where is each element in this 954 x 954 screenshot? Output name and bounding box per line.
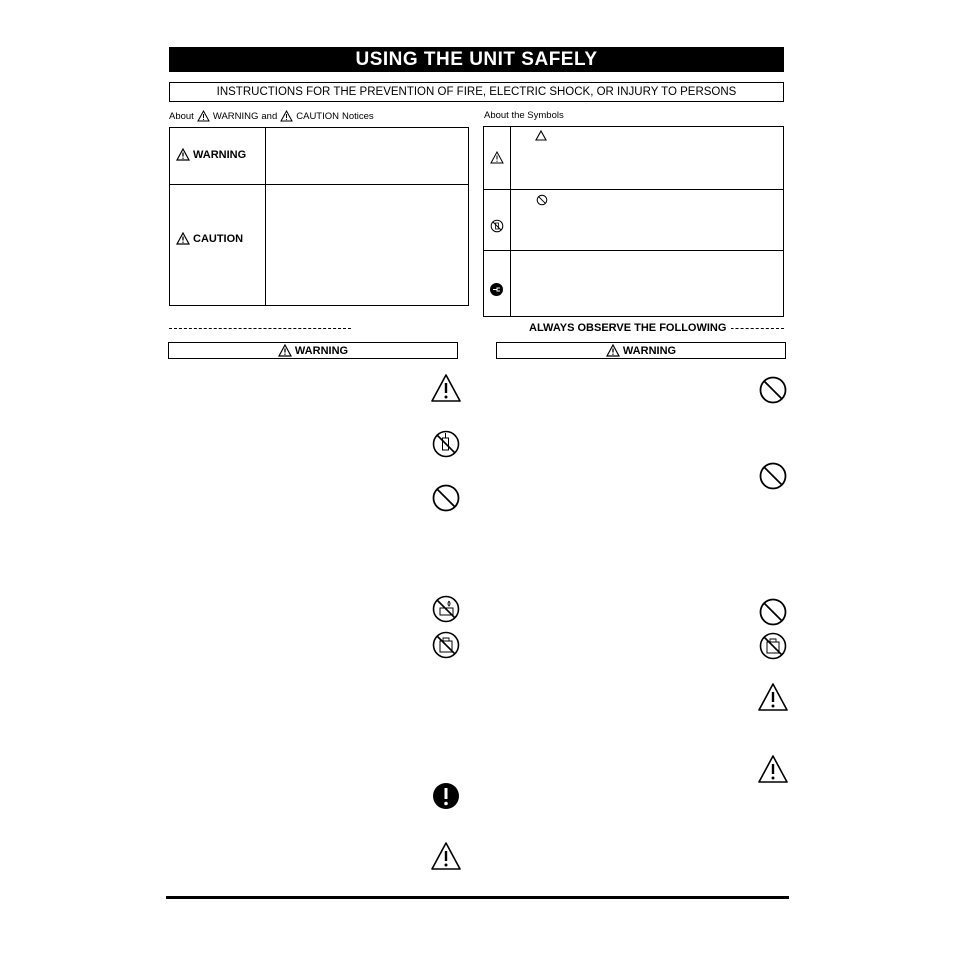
no-water-icon bbox=[432, 595, 460, 623]
symbols-table bbox=[483, 126, 784, 317]
warning-notice-label bbox=[176, 148, 246, 161]
left-warning-header-text: WARNING bbox=[294, 344, 349, 357]
no-children-icon bbox=[759, 632, 787, 660]
caution-icon bbox=[280, 110, 293, 122]
prohibited-icon bbox=[759, 462, 787, 490]
right-warning-header-text: WARNING bbox=[622, 344, 677, 357]
prohibited-icon bbox=[432, 484, 460, 512]
caption-warning: WARNING bbox=[212, 110, 259, 122]
do-not-disassemble-icon bbox=[432, 430, 460, 458]
warning-triangle-icon bbox=[606, 344, 620, 357]
caution-triangle-icon bbox=[757, 682, 789, 712]
symbols-caption: About the Symbols bbox=[484, 110, 564, 121]
instructions-heading: INSTRUCTIONS FOR THE PREVENTION OF FIRE, ELECTRIC SHOCK, OR INJURY TO PERSONS bbox=[169, 82, 784, 102]
caution-triangle-icon bbox=[176, 232, 190, 245]
caution-triangle-icon bbox=[430, 841, 462, 871]
footer-rule bbox=[166, 896, 789, 899]
left-warning-header bbox=[168, 342, 458, 359]
inline-prohibited-icon bbox=[536, 194, 548, 206]
notices-table bbox=[169, 127, 469, 306]
observe-divider bbox=[169, 321, 784, 335]
caption-notices: Notices bbox=[342, 110, 374, 122]
page-title: USING THE UNIT SAFELY bbox=[169, 47, 784, 72]
prohibited-icon bbox=[759, 598, 787, 626]
symbol-do-not-disassemble-icon bbox=[490, 219, 504, 233]
no-children-icon bbox=[432, 631, 460, 659]
warning-label-text: WARNING bbox=[193, 148, 247, 161]
caption-about: About bbox=[169, 110, 194, 122]
caution-triangle-icon bbox=[757, 754, 789, 784]
notices-caption bbox=[169, 110, 374, 122]
inline-triangle-icon bbox=[535, 130, 547, 141]
mandatory-action-icon bbox=[432, 782, 460, 810]
symbol-unplug-icon bbox=[489, 282, 504, 297]
caption-caution: CAUTION bbox=[296, 110, 339, 122]
caption-and: and bbox=[261, 110, 278, 122]
observe-heading: ALWAYS OBSERVE THE FOLLOWING bbox=[524, 321, 731, 335]
caution-triangle-icon bbox=[430, 373, 462, 403]
symbol-caution-triangle-icon bbox=[490, 151, 504, 164]
caution-notice-label bbox=[176, 232, 243, 245]
caution-label-text: CAUTION bbox=[193, 232, 244, 245]
right-warning-header bbox=[496, 342, 786, 359]
warning-triangle-icon bbox=[278, 344, 292, 357]
prohibited-icon bbox=[759, 376, 787, 404]
warning-triangle-icon bbox=[176, 148, 190, 161]
warning-icon bbox=[197, 110, 210, 122]
